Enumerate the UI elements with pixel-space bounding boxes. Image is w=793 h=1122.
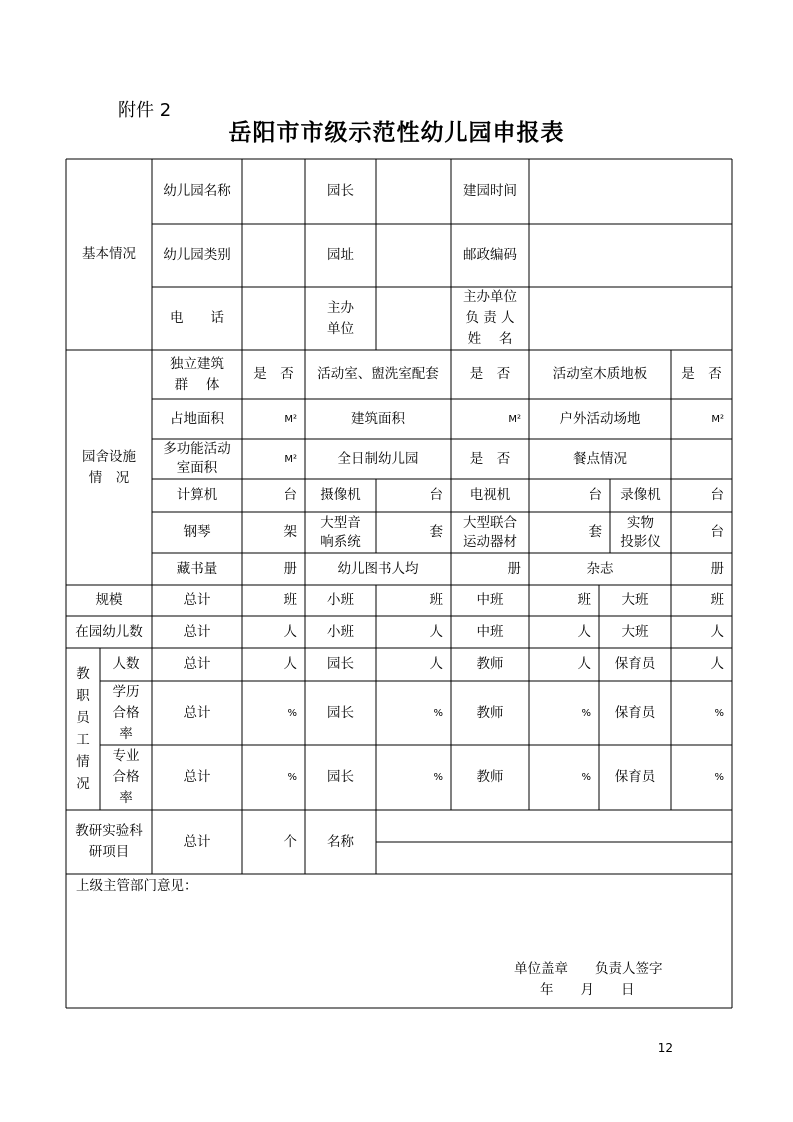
label-supervisor-opinion: 上级主管部门意见： (76, 878, 198, 894)
unit-books-per-child: 册 (507, 560, 521, 577)
section-facilities: 园舍设施 情 况 (82, 448, 136, 486)
unit-staff-director: 人 (429, 656, 443, 672)
label-wood-floor: 活动室木质地板 (552, 366, 648, 382)
label-address: 园址 (327, 247, 354, 263)
unit-projector: 台 (710, 524, 724, 540)
unit-piano: 架 (283, 524, 297, 540)
section-staff: 教 职 员 工 情 况 (76, 666, 90, 792)
page-title: 岳阳市市级示范性幼儿园申报表 (228, 120, 565, 146)
unit-pro-director: % (433, 772, 443, 783)
label-book-count: 藏书量 (176, 560, 218, 577)
label-edu-director: 园长 (327, 704, 354, 721)
label-outdoor-area: 户外活动场地 (559, 410, 641, 427)
label-scale-middle: 中班 (476, 592, 504, 608)
label-founded-time: 建园时间 (463, 183, 517, 199)
unit-pro-teacher: % (581, 772, 591, 783)
label-children-small: 小班 (327, 623, 354, 640)
unit-multi-function-room: M² (284, 453, 297, 465)
unit-computer: 台 (283, 487, 297, 503)
label-kindergarten-category: 幼儿园类别 (163, 247, 231, 263)
label-building-area: 建筑面积 (351, 410, 405, 427)
unit-children-middle: 人 (577, 623, 591, 640)
unit-children-small: 人 (429, 623, 443, 640)
label-staff-teacher: 教师 (476, 656, 504, 672)
label-projector: 实物 投影仪 (620, 514, 661, 550)
attachment-label: 附件 2 (118, 100, 172, 121)
label-research-name: 名称 (327, 833, 354, 850)
yes-no-full-day: 是 否 (469, 450, 511, 467)
unit-video-recorder: 台 (710, 487, 724, 503)
label-pro-nurse: 保育员 (614, 769, 656, 785)
unit-camera: 台 (429, 487, 443, 503)
yes-no-activity-wash: 是 否 (469, 366, 511, 382)
label-multi-function-room: 多功能活动 室面积 (163, 441, 231, 476)
unit-edu-teacher: % (581, 707, 591, 719)
label-edu-teacher: 教师 (476, 704, 504, 721)
unit-scale-total: 班 (283, 592, 297, 608)
unit-children-total: 人 (283, 623, 297, 640)
unit-magazine: 册 (710, 560, 724, 577)
label-children-count: 在园幼儿数 (75, 623, 143, 640)
label-kindergarten-name: 幼儿园名称 (163, 183, 231, 199)
yes-no-wood-floor: 是 否 (681, 366, 722, 382)
unit-edu-nurse: % (714, 707, 724, 719)
label-camera: 摄像机 (320, 487, 361, 503)
unit-land-area: M² (284, 413, 297, 425)
label-postcode: 邮政编码 (463, 247, 517, 263)
label-director: 园长 (327, 183, 354, 199)
label-combined-equipment: 大型联合 运动器材 (463, 514, 517, 550)
label-pro-teacher: 教师 (476, 769, 504, 785)
label-piano: 钢琴 (183, 524, 211, 540)
yes-no-independent: 是 否 (253, 366, 294, 382)
unit-edu-director: % (433, 707, 443, 719)
label-pro-total: 总计 (183, 769, 211, 785)
label-staff-count: 人数 (112, 656, 140, 672)
unit-scale-large: 班 (710, 592, 724, 608)
unit-scale-middle: 班 (577, 592, 591, 608)
unit-staff-total: 人 (283, 656, 297, 672)
section-basic-info: 基本情况 (82, 246, 136, 262)
unit-pro-nurse: % (714, 772, 724, 783)
unit-audio-system: 套 (429, 524, 443, 540)
unit-tv: 台 (588, 487, 602, 503)
label-research-projects: 教研实验科 研项目 (75, 823, 143, 860)
unit-staff-teacher: 人 (577, 656, 591, 672)
unit-staff-nurse: 人 (710, 656, 724, 672)
label-full-day: 全日制幼儿园 (337, 450, 419, 467)
label-edu-total: 总计 (183, 704, 211, 721)
label-scale-total: 总计 (183, 592, 211, 608)
label-research-total: 总计 (183, 833, 211, 850)
label-meal: 餐点情况 (573, 450, 627, 467)
label-scale: 规模 (95, 592, 123, 608)
label-computer: 计算机 (176, 487, 218, 503)
label-edu-nurse: 保育员 (614, 704, 656, 721)
page-number: 12 (657, 1041, 673, 1055)
label-books-per-child: 幼儿图书人均 (337, 560, 419, 577)
label-audio-system: 大型音 响系统 (320, 514, 361, 550)
label-pro-rate: 专业 合格 率 (112, 748, 140, 806)
label-video-recorder: 录像机 (620, 487, 661, 503)
unit-book-count: 册 (283, 560, 297, 577)
unit-combined-equipment: 套 (588, 524, 602, 540)
unit-scale-small: 班 (429, 592, 443, 608)
label-edu-rate: 学历 合格 率 (112, 683, 140, 742)
label-sponsor-unit: 主办 单位 (327, 299, 354, 337)
label-sponsor-head-name: 主办单位 负 责 人 姓 名 (463, 289, 517, 347)
label-tv: 电视机 (469, 487, 511, 503)
label-independent-building: 独立建筑 群 体 (170, 355, 224, 393)
unit-edu-total: % (287, 707, 297, 719)
label-scale-small: 小班 (327, 592, 354, 608)
unit-outdoor-area: M² (711, 413, 724, 425)
label-pro-director: 园长 (327, 769, 354, 785)
label-land-area: 占地面积 (170, 410, 224, 427)
label-children-large: 大班 (621, 623, 649, 640)
label-phone: 电 话 (170, 310, 224, 326)
label-magazine: 杂志 (586, 560, 614, 577)
label-children-middle: 中班 (476, 623, 504, 640)
label-activity-wash-room: 活动室、盥洗室配套 (317, 366, 439, 382)
date-line: 年 月 日 (540, 982, 635, 998)
seal-signature-line: 单位盖章 负责人签字 (514, 961, 663, 977)
label-scale-large: 大班 (621, 592, 649, 608)
label-staff-total: 总计 (183, 656, 211, 672)
unit-building-area: M² (508, 413, 521, 425)
unit-children-large: 人 (710, 623, 724, 640)
label-staff-nurse: 保育员 (614, 656, 656, 672)
unit-pro-total: % (287, 772, 297, 783)
unit-research-total: 个 (283, 833, 297, 850)
label-children-total: 总计 (183, 623, 211, 640)
label-staff-director: 园长 (327, 656, 354, 672)
